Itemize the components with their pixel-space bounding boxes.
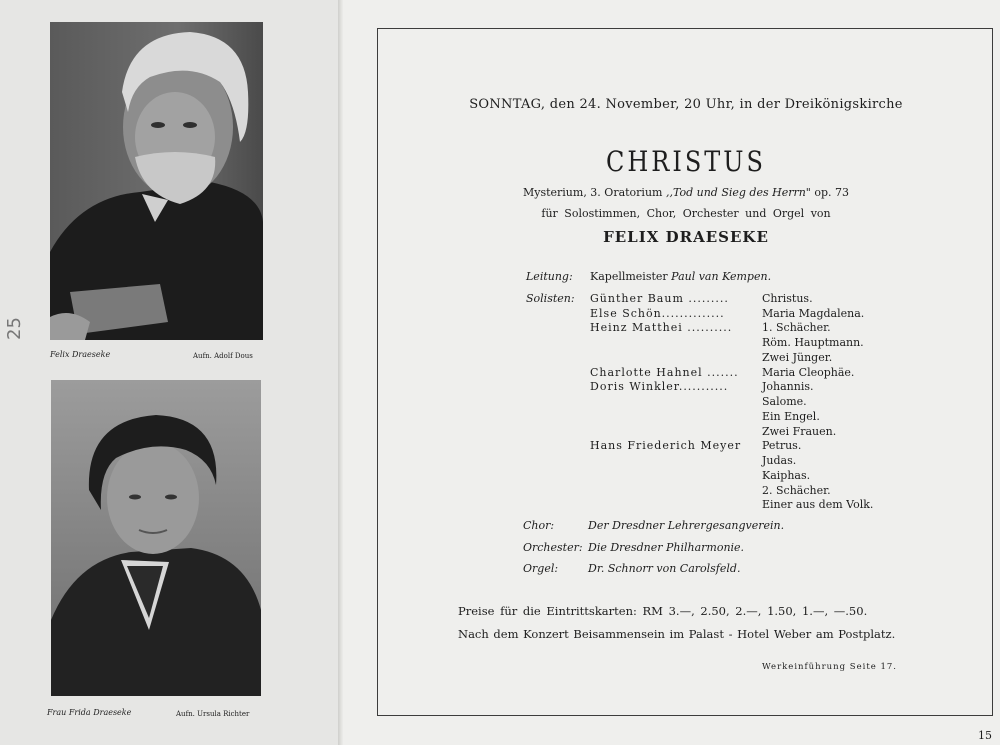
soloist-name: Günther Baum ......... bbox=[590, 292, 729, 305]
soloist-role: Petrus. bbox=[762, 439, 802, 452]
work-subtitle bbox=[380, 186, 992, 199]
soloist-role: Salome. bbox=[762, 395, 807, 408]
leitung-label: Leitung: bbox=[526, 270, 573, 283]
solisten-label: Solisten: bbox=[526, 292, 575, 305]
soloist-role: Einer aus dem Volk. bbox=[762, 498, 874, 511]
leitung-prefix: Kapellmeister bbox=[590, 270, 668, 283]
soloist-role: Johannis. bbox=[762, 380, 814, 393]
leitung-conductor: Paul van Kempen. bbox=[671, 270, 772, 283]
soloist-role: 2. Schächer. bbox=[762, 484, 831, 497]
soloist-role: Judas. bbox=[762, 454, 797, 467]
soloist-role: Röm. Hauptmann. bbox=[762, 336, 864, 349]
orchester-value bbox=[588, 541, 744, 554]
composer-name: FELIX DRAESEKE bbox=[603, 228, 769, 246]
portrait-frida-image bbox=[51, 380, 261, 696]
subtitle-title: ,,Tod und Sieg des Herrn" bbox=[665, 186, 811, 199]
soloist-name: Hans Friederich Meyer bbox=[590, 439, 742, 452]
subtitle-prefix: Mysterium, 3. Oratorium bbox=[522, 186, 663, 199]
soloist-role: Ein Engel. bbox=[762, 410, 820, 423]
work-introduction-reference: Werkeinführung Seite 17. bbox=[762, 662, 897, 672]
photo1-credit: Aufn. Adolf Dous bbox=[193, 352, 253, 360]
photo2-caption: Frau Frida Draeseke bbox=[47, 708, 132, 717]
portrait-frida-draeseke bbox=[51, 380, 261, 696]
photo2-credit: Aufn. Ursula Richter bbox=[176, 710, 250, 718]
chor-value-text: Der Dresdner Lehrergesangverein. bbox=[588, 519, 785, 532]
portrait-felix-draeseke bbox=[50, 22, 263, 340]
subtitle-suffix: op. 73 bbox=[814, 186, 850, 199]
instrumentation-line: für Solostimmen, Chor, Orchester und Orgel von bbox=[541, 207, 831, 220]
soloist-name: Charlotte Hahnel ....... bbox=[590, 366, 739, 379]
event-header: SONNTAG, den 24. November, 20 Uhr, in der Dreikönigskirche bbox=[469, 97, 903, 112]
orgel-value bbox=[588, 562, 740, 575]
after-concert-note: Nach dem Konzert Beisammensein im Palast - Hotel Weber am Postplatz. bbox=[458, 627, 896, 641]
portrait-felix-image bbox=[50, 22, 263, 340]
soloist-role: Christus. bbox=[762, 292, 813, 305]
orchester-value-text: Die Dresdner Philharmonie. bbox=[588, 541, 745, 554]
leitung-value bbox=[590, 270, 771, 283]
work-title: CHRISTUS bbox=[606, 145, 766, 179]
ticket-prices: Preise für die Eintrittskarten: RM 3.—, 2.50, 2.—, 1.50, 1.—, —.50. bbox=[458, 604, 868, 618]
soloist-role: Zwei Jünger. bbox=[762, 351, 833, 364]
orchester-label: Orchester: bbox=[523, 541, 583, 554]
soloist-role: Kaiphas. bbox=[762, 469, 811, 482]
margin-note: 25 bbox=[4, 317, 25, 340]
soloist-name: Doris Winkler........... bbox=[590, 380, 729, 393]
soloist-name: Else Schön.............. bbox=[590, 307, 725, 320]
page-number: 15 bbox=[978, 729, 992, 742]
soloist-role: 1. Schächer. bbox=[762, 321, 831, 334]
orgel-label: Orgel: bbox=[523, 562, 559, 575]
soloist-role: Maria Cleophäe. bbox=[762, 366, 855, 379]
soloist-role: Zwei Frauen. bbox=[762, 425, 837, 438]
soloist-name: Heinz Matthei .......... bbox=[590, 321, 733, 334]
orgel-value-text: Dr. Schnorr von Carolsfeld. bbox=[588, 562, 741, 575]
chor-label: Chor: bbox=[523, 519, 555, 532]
chor-value bbox=[588, 519, 784, 532]
photo1-caption: Felix Draeseke bbox=[50, 350, 111, 359]
soloist-role: Maria Magdalena. bbox=[762, 307, 865, 320]
